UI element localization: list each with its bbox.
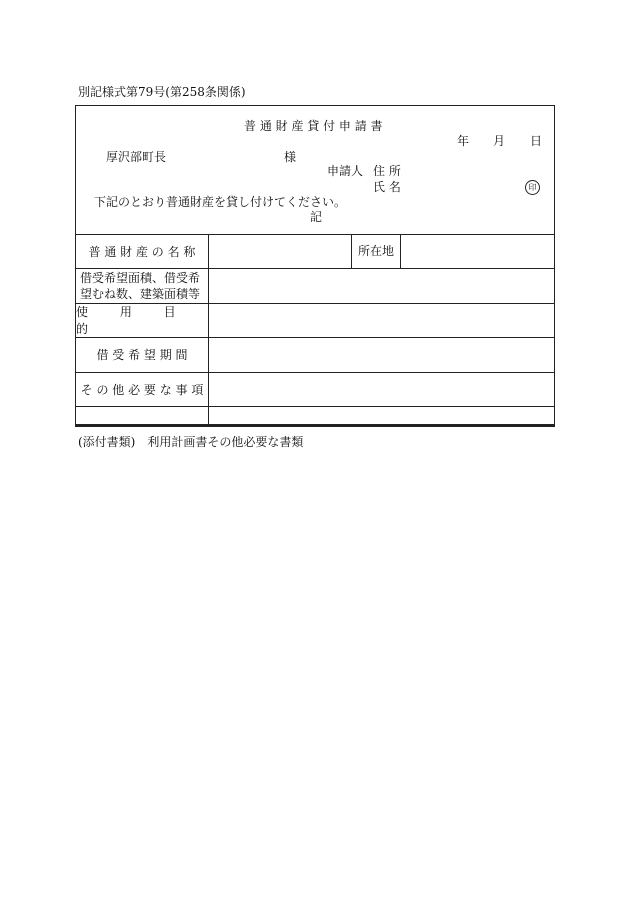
property-name-field[interactable]: [209, 235, 350, 268]
location-field[interactable]: [401, 235, 554, 268]
column-divider: [351, 234, 352, 268]
seal-text: 印: [528, 182, 537, 192]
purpose-field[interactable]: [209, 304, 554, 337]
seal-icon: [525, 180, 540, 195]
record-heading: 記: [310, 210, 323, 224]
attachment-note: (添付書類) 利用計画書その他必要な書類: [78, 435, 304, 449]
addressee-honorific: 様: [284, 150, 297, 164]
form-title: 普 通 財 産 貸 付 申 請 書: [244, 119, 383, 133]
property-name-text: 普 通 財 産 の 名 称: [88, 244, 196, 259]
request-text: 下記のとおり普通財産を貸し付けてください。: [94, 195, 347, 209]
form-reference: 別記様式第79号(第258条関係): [78, 85, 246, 99]
row-divider: [76, 406, 554, 407]
addressee-name: 厚沢部町長: [106, 150, 167, 164]
applicant-name-label: 氏 名: [373, 180, 401, 194]
purpose-label: [76, 303, 208, 337]
applicant-label: 申請人: [327, 164, 364, 178]
area-label: [76, 268, 212, 303]
other-field[interactable]: [209, 373, 554, 406]
application-form: [75, 105, 555, 425]
period-label: [76, 337, 208, 372]
other-label: [76, 372, 208, 406]
property-name-label: [76, 234, 208, 268]
date-year: 年: [457, 134, 470, 148]
other-text: そ の 他 必 要 な 事 項: [80, 382, 204, 397]
date-month: 月: [493, 134, 506, 148]
location-label: 所在地: [358, 244, 395, 258]
period-text: 借 受 希 望 期 間: [96, 348, 188, 362]
period-field[interactable]: [209, 338, 554, 372]
area-label-line1: 借受希望面積、借受希: [80, 270, 201, 285]
date-day: 日: [530, 134, 543, 148]
area-label-line2: 望むね数、建築面積等: [80, 286, 201, 301]
purpose-text: 使 用 目 的: [76, 305, 190, 336]
area-field[interactable]: [209, 269, 554, 303]
applicant-address-label: 住 所: [373, 164, 401, 178]
bottom-rule: [75, 424, 555, 427]
